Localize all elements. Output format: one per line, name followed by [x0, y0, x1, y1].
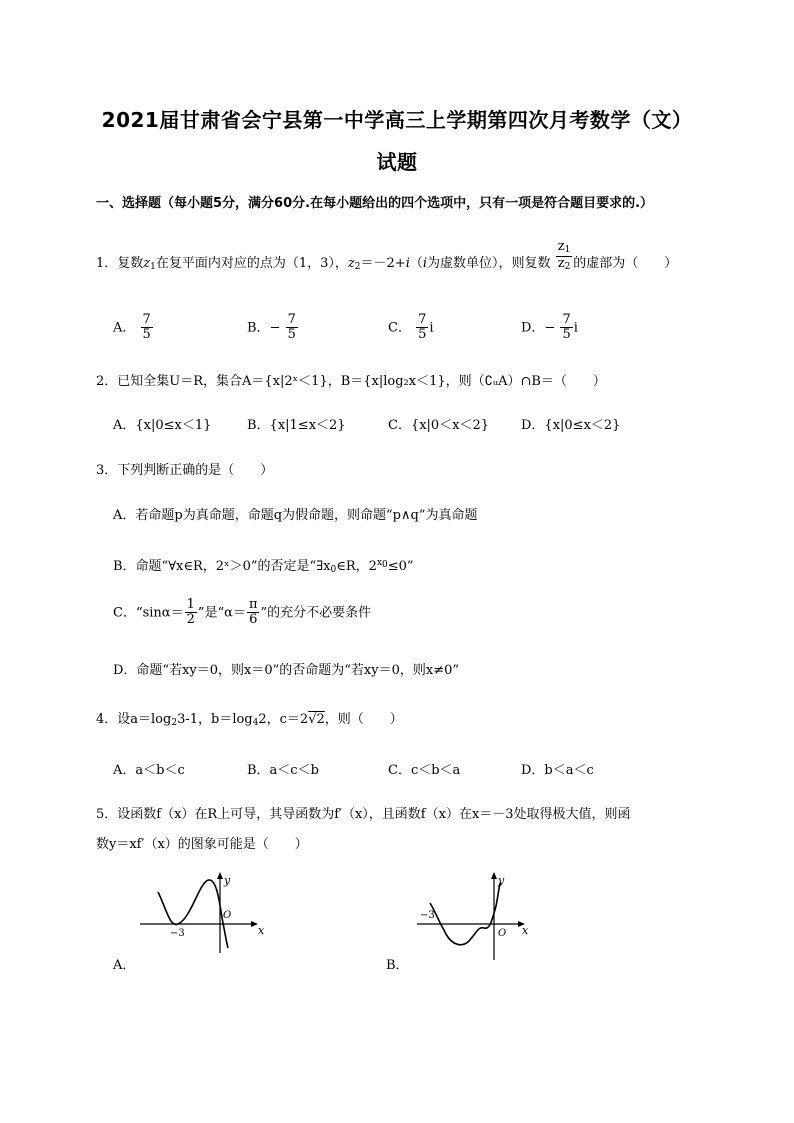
q2-option-b[interactable]: B．{x|1≤x＜2} — [247, 418, 346, 433]
fraction: $\frac{7}{5}$ — [287, 312, 296, 343]
question-1: 1．复数$z_1$在复平面内对应的点为（1，3），$z_2=-2+i(i$为虚数单位），则复数 $\frac{z_1}{z_2}$ 的虚部为（ ） — [96, 239, 678, 272]
svg-text:y: y — [498, 874, 505, 887]
fraction: $\frac{7}{5}$ — [142, 312, 151, 343]
question-3: 3．下列判断正确的是（ ） — [96, 463, 274, 478]
q2-option-d[interactable]: D．{x|0≤x＜2} — [521, 418, 621, 433]
y-axis-arrow — [491, 872, 497, 879]
exam-title-line-1: 2021届甘肃省会宁县第一中学高三上学期第四次月考数学（文） — [101, 108, 693, 132]
question-5-line-2: 数y＝xf′（x）的图象可能是（ ） — [96, 837, 308, 852]
q5-option-a[interactable]: A． — [113, 958, 136, 973]
question-5-line-1: 5．设函数f（x）在R上可导，其导函数为f′（x），且函数f（x）在x＝－3处取得极大值，则函 — [96, 807, 631, 822]
fraction: $\frac{1}{2}$ — [186, 597, 195, 628]
q4-option-b[interactable]: B．a＜c＜b — [247, 763, 319, 778]
q1-option-d[interactable]: D．− $\frac{7}{5}$ i — [521, 312, 578, 343]
q2-option-a[interactable]: A．{x|0≤x＜1} — [113, 418, 212, 433]
question-4: 4．设$a=\log_23-1$，$b=\log_42$，c＝2√2，则（ ） — [96, 712, 403, 728]
q3-option-c[interactable]: C．“sinα＝ $\frac{1}{2}$ ”是“α＝ $\frac{\pi}{6}$ ”的充分不必要条件 — [113, 597, 372, 628]
q1-option-b[interactable]: B．− $\frac{7}{5}$ — [247, 312, 296, 343]
svg-text:y: y — [224, 874, 231, 887]
exam-title-line-2: 试题 — [376, 150, 418, 174]
fraction: $\frac{7}{5}$ — [418, 312, 427, 343]
svg-text:x: x — [258, 924, 265, 937]
curve — [158, 880, 228, 948]
svg-text:O: O — [223, 910, 232, 921]
fraction: $\frac{7}{5}$ — [562, 312, 571, 343]
q5-option-b[interactable]: B． — [386, 958, 409, 973]
q4-option-d[interactable]: D．b＜a＜c — [521, 763, 594, 778]
q2-option-c[interactable]: C．{x|0＜x＜2} — [388, 418, 490, 433]
q5-graph-b[interactable] — [412, 868, 532, 963]
q1-option-a[interactable]: A． $\frac{7}{5}$ — [113, 312, 151, 343]
q3-option-a[interactable]: A．若命题p为真命题，命题q为假命题，则命题“p∧q”为真命题 — [113, 508, 478, 523]
q3-option-d[interactable]: D．命题“若xy＝0，则x＝0”的否命题为“若xy＝0，则x≠0” — [113, 663, 459, 678]
y-axis-arrow — [217, 872, 223, 879]
fraction-z1-over-z2: $\frac{z_1}{z_2}$ — [557, 239, 571, 272]
fraction: $\frac{\pi}{6}$ — [248, 597, 258, 628]
q3-option-b[interactable]: B．命题“∀x∈R，2ˣ＞0”的否定是“$\exists x_0\in R$，$2^{x0}\le 0$” — [113, 558, 414, 575]
svg-text:−3: −3 — [170, 928, 185, 939]
question-2: 2．已知全集U＝R，集合A＝{x|2ˣ＜1}，B＝{x|log₂x＜1}，则（∁ᵤA）∩B＝（ ） — [96, 374, 606, 389]
q5-graph-a[interactable] — [140, 868, 265, 953]
svg-text:x: x — [522, 924, 529, 937]
svg-text:O: O — [498, 928, 507, 939]
svg-text:−3: −3 — [420, 910, 435, 921]
q1-option-c[interactable]: C． $\frac{7}{5}$ i — [388, 312, 434, 343]
x-axis-arrow — [251, 921, 258, 927]
curve — [430, 883, 500, 945]
q4-option-a[interactable]: A．a＜b＜c — [113, 763, 185, 778]
section-heading: 一、选择题（每小题5分，满分60分.在每小题给出的四个选项中，只有一项是符合题目要求的.） — [96, 196, 654, 211]
q4-option-c[interactable]: C．c＜b＜a — [388, 763, 461, 778]
